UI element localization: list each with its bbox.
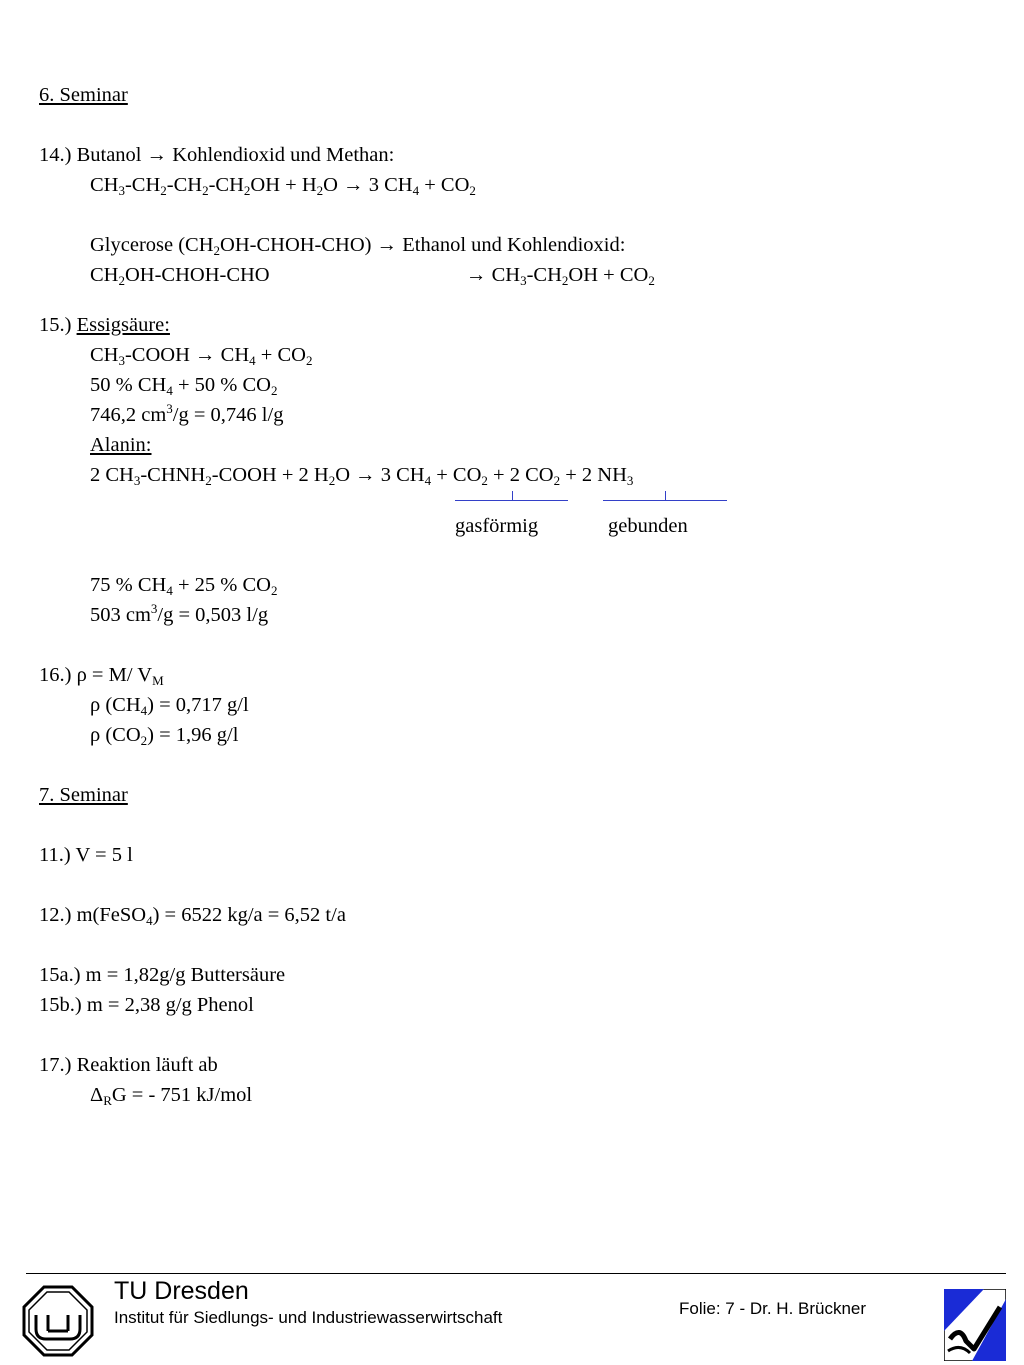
bound-brace: [603, 488, 727, 501]
q14-butanol-equation: $CH_3-CH_2-CH_2-CH_2OH + H_2O \to 3$ $CH_4 + CO_2$: [90, 174, 476, 198]
footer-divider: [26, 1273, 1006, 1274]
footer-slide-author: Folie: 7 - Dr. H. Brückner: [679, 1299, 867, 1318]
q14-glycerose-reactant: $CH_2OH-CHOH$-CHO: [90, 264, 270, 288]
q15-alanin-gas-yield: 503 $cm^3/g = 0,503$ l/g: [90, 601, 269, 626]
q11-answer: 11.) V = 5 l: [39, 844, 133, 866]
q15-acetic-equation: $CH_3$-COOH → $CH_4 + CO_2$: [90, 344, 313, 368]
footer-university: TU Dresden: [114, 1277, 249, 1305]
label-bound: gebunden: [608, 515, 688, 537]
q17-answer: 17.) Reaktion läuft ab: [39, 1054, 218, 1076]
q15-heading: 15.) Essigsäure:: [39, 314, 170, 336]
seminar-6-heading: 6. Seminar: [39, 84, 128, 106]
q16-density-ch4: ρ $(CH_4) = 0,717$ g/l: [90, 694, 249, 718]
q16-density-formula: 16.) ρ = M/ $V_M$: [39, 664, 164, 688]
tu-dresden-logo: [22, 1285, 94, 1357]
seminar-7-heading: 7. Seminar: [39, 784, 128, 806]
institute-logo: [944, 1289, 1006, 1361]
q16-density-co2: ρ $(CO_2) = 1,96$ g/l: [90, 724, 239, 748]
q14-glycerose-title: Glycerose $(CH_2OH-CHOH-CHO)$ → Ethanol und Kohlendioxid:: [90, 234, 626, 258]
label-gaseous: gasförmig: [455, 515, 539, 537]
q15-alanin-title: Alanin:: [90, 434, 152, 456]
q15a-answer: 15a.) m = 1,82g/g Buttersäure: [39, 964, 286, 986]
q12-answer: 12.) m(FeSO$_4$) = 6522 kg/a = 6,52 t/a: [39, 904, 346, 928]
q15-gas-yield: 746,2 $cm^3/g = 0,746$ l/g: [90, 401, 284, 426]
q14-intro: 14.) Butanol → Kohlendioxid und Methan:: [39, 144, 395, 166]
gaseous-brace: [455, 488, 568, 501]
q15b-answer: 15b.) m = 2,38 g/g Phenol: [39, 994, 254, 1016]
q15-alanin-equation: 2 $CH_3-CHNH_2$-COOH + 2 $H_2O \to 3$ $CH_4 + CO_2 + 2$ $CO_2 + 2$ $NH_3$: [90, 464, 634, 488]
q14-glycerose-products: → $CH_3-CH_2OH + CO_2$: [466, 264, 655, 288]
q15-gas-ratio: 50 % $CH_4 + 50$ % $CO_2$: [90, 374, 278, 398]
q17-gibbs-energy: $\Delta_RG$ = - 751 kJ/mol: [90, 1084, 253, 1108]
footer-institute: Institut für Siedlungs- und Industriewasserwirtschaft: [114, 1308, 503, 1327]
q15-alanin-gas-ratio: 75 % $CH_4 + 25$ % $CO_2$: [90, 574, 278, 598]
